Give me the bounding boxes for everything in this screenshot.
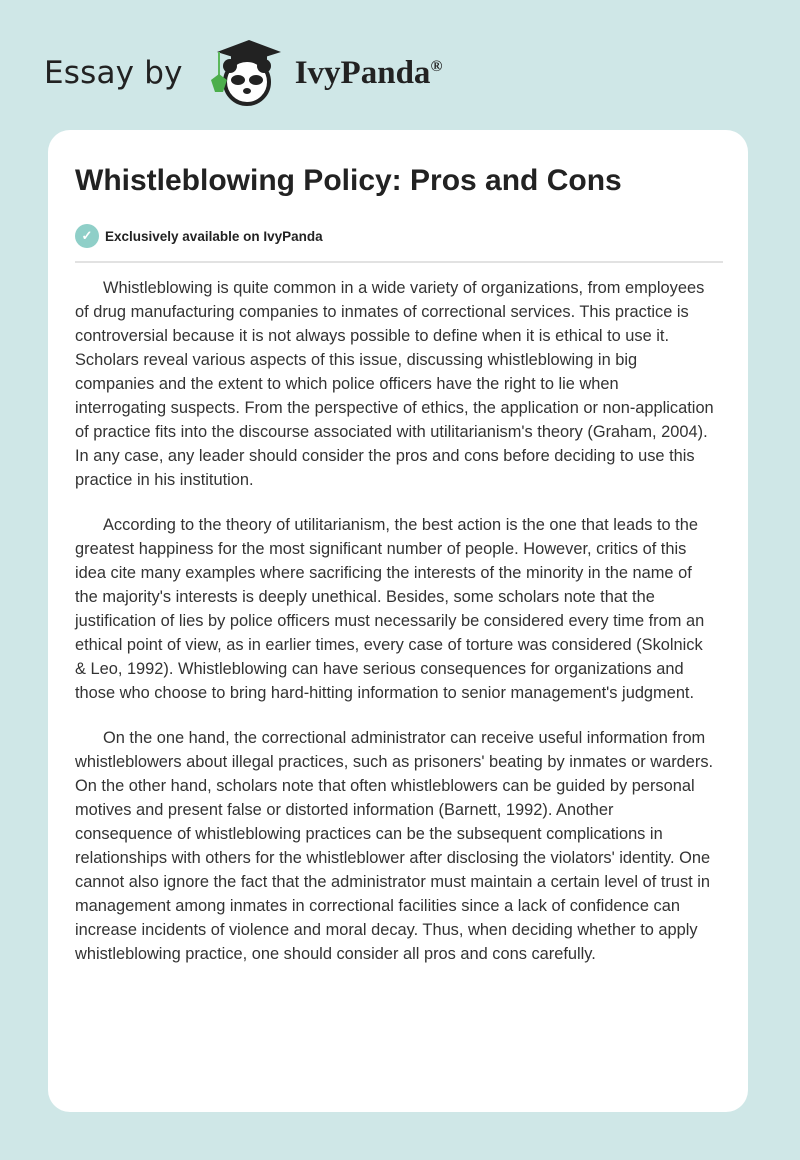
brand-header[interactable]	[44, 38, 442, 108]
paragraph-line: Scholars reveal various aspects of this issue, discussing whistleblowing in big	[75, 351, 638, 369]
paragraph	[75, 726, 735, 966]
paragraph-line: increase incidents of violence and moral decay. Thus, when deciding whether to apply	[75, 921, 698, 939]
paragraph-line: whistleblowing practice, one should consider all pros and cons carefully.	[75, 945, 596, 963]
essay-body	[75, 276, 735, 987]
paragraph-line: In any case, any leader should consider the pros and cons before deciding to use this	[75, 447, 695, 465]
paragraph-line: idea cite many examples where sacrificing the interests of the minority in the name of	[75, 564, 692, 582]
ivypanda-logo-icon	[197, 38, 287, 108]
paragraph-line: controversial because it is not always possible to define when it is ethical to use it.	[75, 327, 670, 345]
paragraph	[75, 276, 735, 492]
paragraph-line: On the one hand, the correctional administrator can receive useful information from	[103, 729, 706, 747]
brand-name: IvyPanda	[294, 54, 431, 91]
paragraph-line: greatest happiness for the most significant number of people. However, critics of this	[75, 540, 687, 558]
paragraph-line: consequence of whistleblowing practices can be the subsequent complications in	[75, 825, 663, 843]
paragraph-line: & Leo, 1992). Whistleblowing can have serious consequences for organizations and	[75, 660, 684, 678]
paragraph	[75, 513, 735, 705]
exclusive-badge	[75, 224, 323, 248]
check-icon: ✓	[75, 224, 99, 248]
paragraph-line: of drug manufacturing companies to inmates of correctional services. This practice is	[75, 303, 689, 321]
paragraph-line: On the other hand, scholars note that often whistleblowers can be guided by personal	[75, 777, 695, 795]
paragraph-line: relationships with others for the whistleblower after disclosing the violators' identity. One	[75, 849, 711, 867]
ivypanda-brand	[295, 55, 443, 92]
essay-by-label: Essay by	[44, 55, 183, 91]
divider	[75, 261, 723, 263]
paragraph-line: justification of lies by police officers must necessarily be considered every time from an	[75, 612, 705, 630]
registered-mark: ®	[430, 57, 443, 75]
paragraph-line: management among inmates in correctional facilities since a lack of confidence can	[75, 897, 680, 915]
paragraph-line: whistleblowers about illegal practices, such as prisoners' beating by inmates or warders.	[75, 753, 714, 771]
paragraph-line: practice in his institution.	[75, 471, 254, 489]
paragraph-line: companies and the extent to which police officers have the right to lie when	[75, 375, 619, 393]
paragraph-line: interrogating suspects. From the perspective of ethics, the application or non-application	[75, 399, 714, 417]
exclusive-label: Exclusively available on IvyPanda	[105, 228, 323, 244]
paragraph-line: ethical point of view, as in earlier times, every case of torture was considered (Skolnick	[75, 636, 703, 654]
paragraph-line: those who choose to bring hard-hitting information to senior management's judgment.	[75, 684, 695, 702]
page-title: Whistleblowing Policy: Pros and Cons	[75, 164, 622, 197]
paragraph-line: cannot also ignore the fact that the administrator must maintain a certain level of trust in	[75, 873, 711, 891]
essay-card	[48, 130, 748, 1112]
paragraph-line: According to the theory of utilitarianism, the best action is the one that leads to the	[103, 516, 698, 534]
paragraph-line: the majority's interests is deeply unethical. Besides, some scholars note that the	[75, 588, 655, 606]
paragraph-line: of practice fits into the discourse associated with utilitarianism's theory (Graham, 2004).	[75, 423, 708, 441]
paragraph-line: Whistleblowing is quite common in a wide variety of organizations, from employees	[103, 279, 705, 297]
paragraph-line: motives and present false or distorted information (Barnett, 1992). Another	[75, 801, 614, 819]
